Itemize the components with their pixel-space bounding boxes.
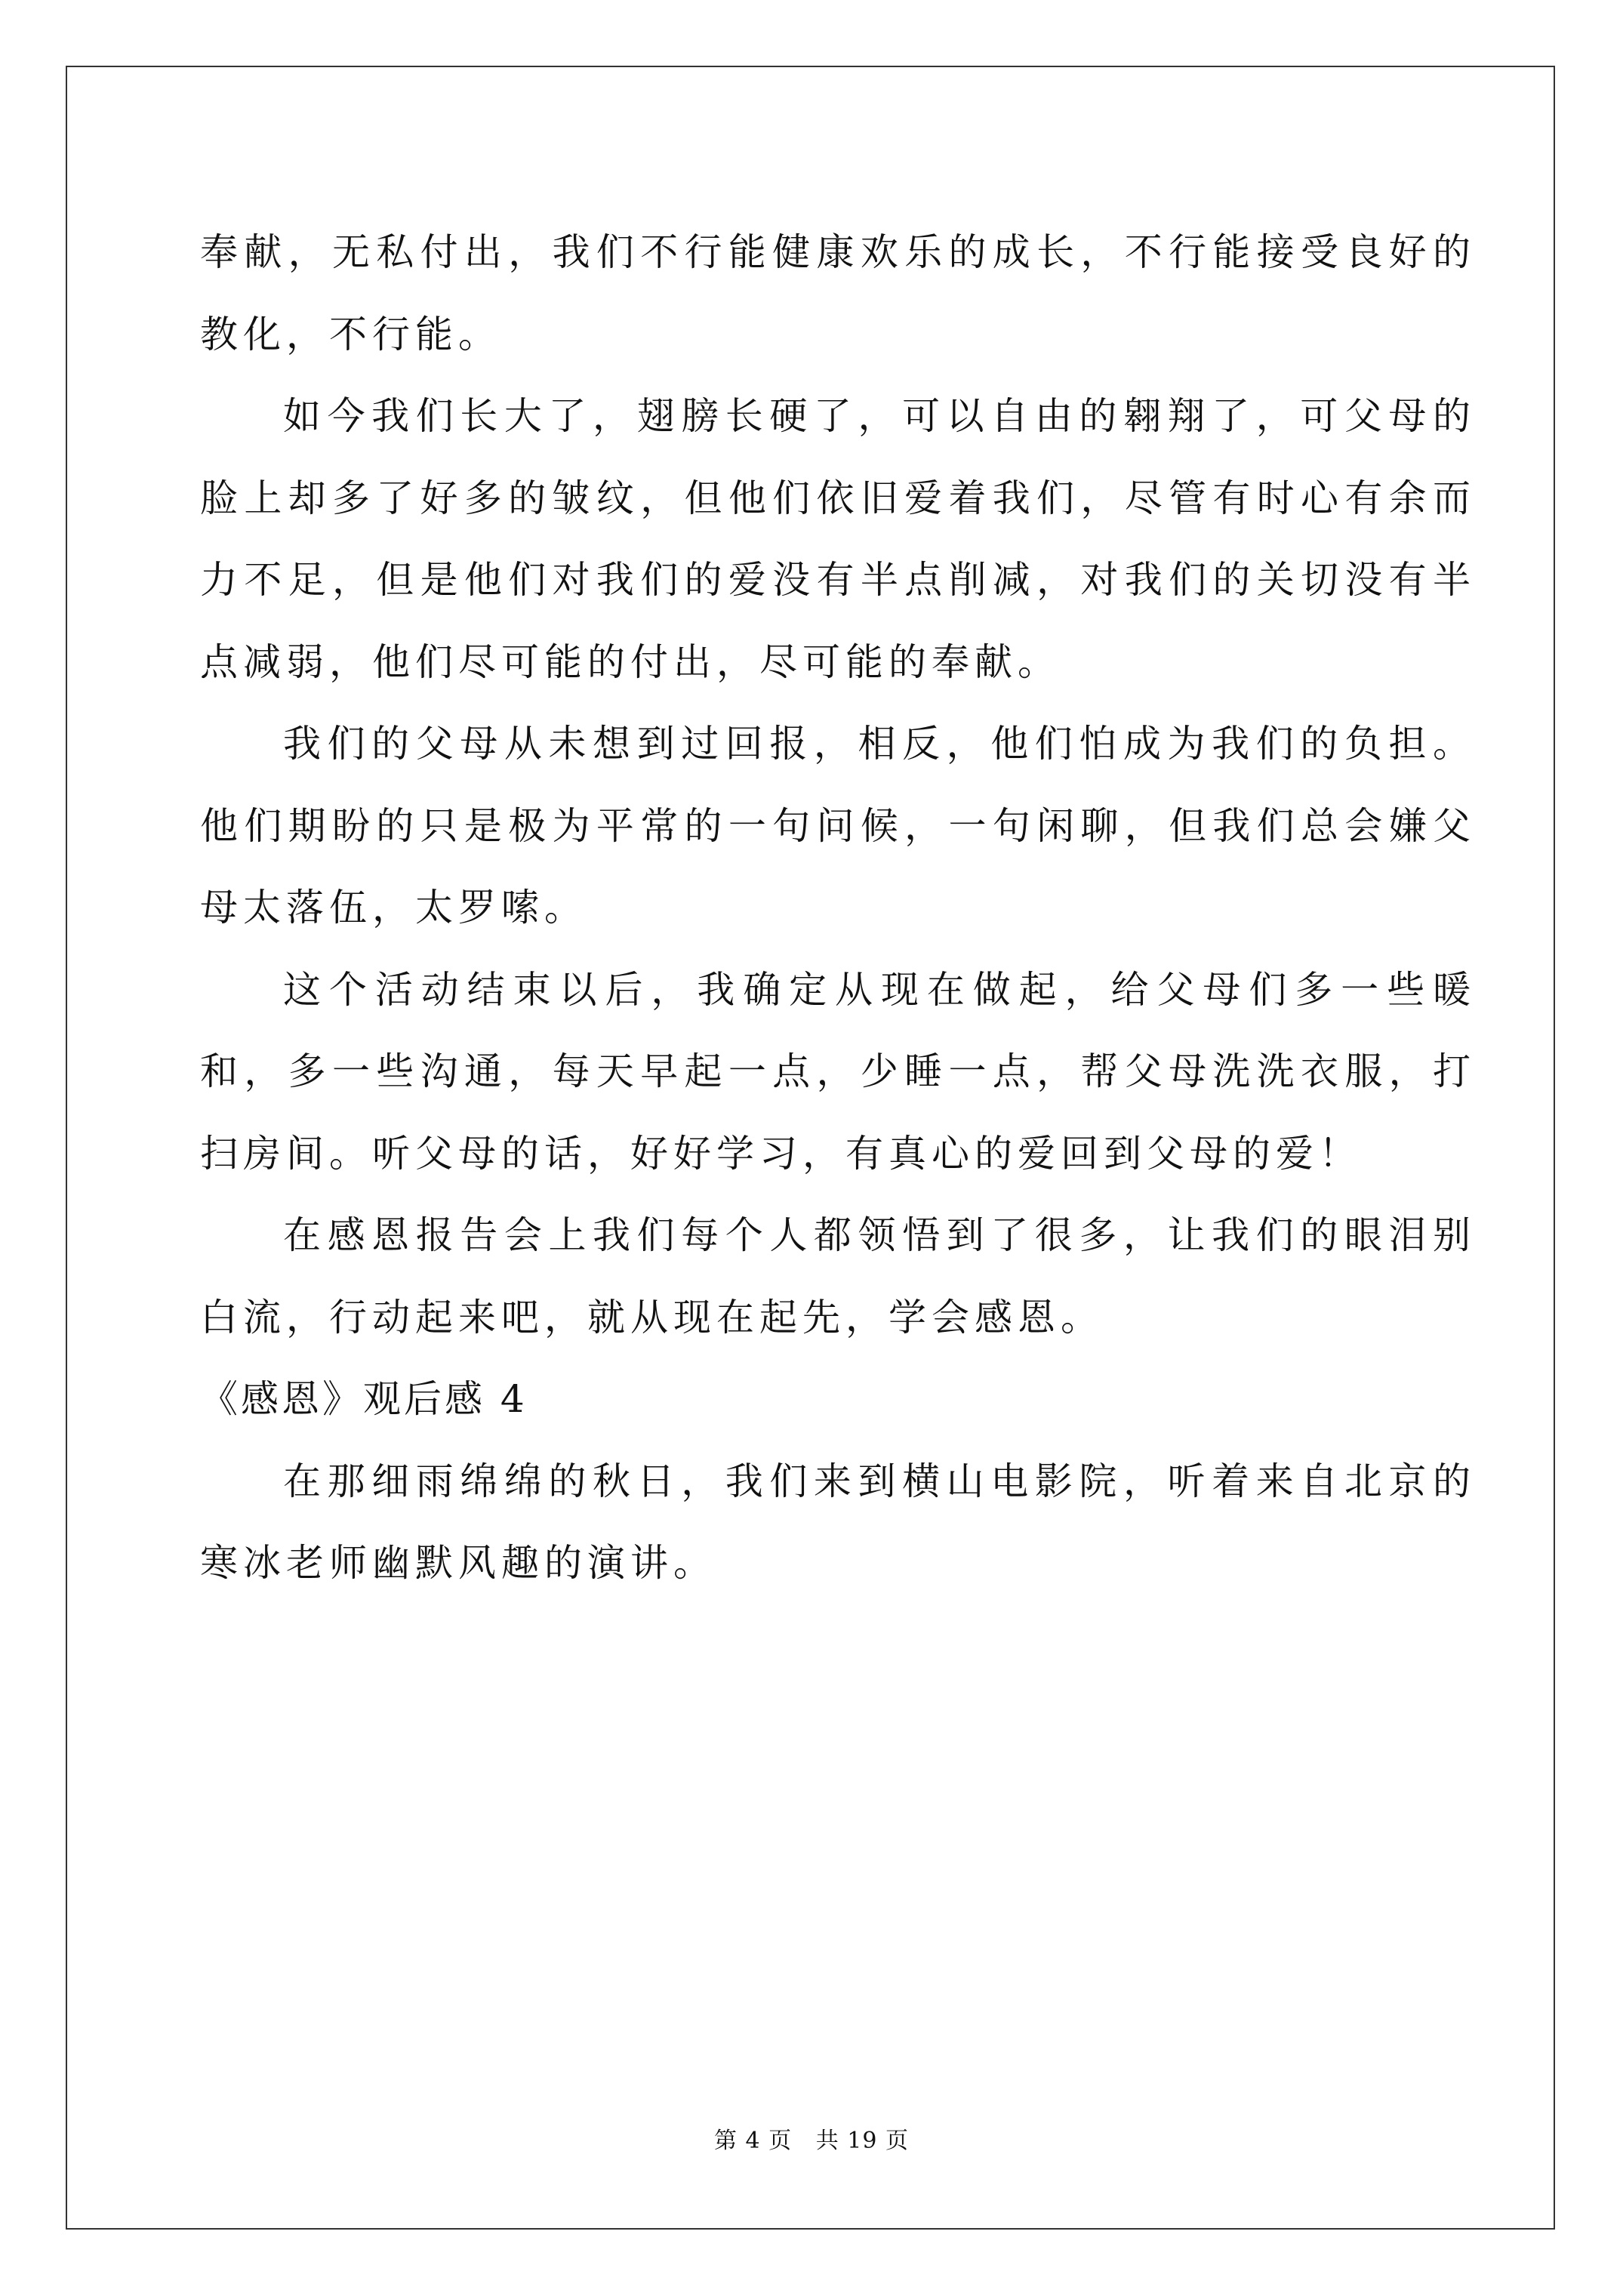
paragraph-1: 奉献，无私付出，我们不行能健康欢乐的成长，不行能接受良好的教化，不行能。 xyxy=(200,230,1476,356)
paragraph-3: 我们的父母从未想到过回报，相反，他们怕成为我们的负担。他们期盼的只是极为平常的一句问候，一句闲聊，但我们总会嫌父母太落伍，太罗嗦。 xyxy=(200,722,1476,929)
paragraph-5: 在感恩报告会上我们每个人都领悟到了很多，让我们的眼泪别白流，行动起来吧，就从现在起先，学会感恩。 xyxy=(200,1213,1476,1339)
page-footer xyxy=(0,2122,1623,2155)
paragraph-4: 这个活动结束以后，我确定从现在做起，给父母们多一些暖和，多一些沟通，每天早起一点，少睡一点，帮父母洗洗衣服，打扫房间。听父母的话，好好学习，有真心的爱回到父母的爱！ xyxy=(200,967,1476,1176)
document-body xyxy=(200,211,1476,1604)
page-number: 第 4 页 xyxy=(713,2128,793,2154)
section-paragraph-1: 在那细雨绵绵的秋日，我们来到横山电影院，听着来自北京的寒冰老师幽默风趣的演讲。 xyxy=(200,1459,1476,1585)
paragraph-2: 如今我们长大了，翅膀长硬了，可以自由的翱翔了，可父母的脸上却多了好多的皱纹，但他们依旧爱着我们，尽管有时心有余而力不足，但是他们对我们的爱没有半点削减，对我们的关切没有半点减弱，他们尽可能的付出，尽可能的奉献。 xyxy=(200,394,1476,684)
page-total: 共 19 页 xyxy=(815,2128,910,2154)
section-title: 《感恩》观后感 4 xyxy=(200,1377,528,1421)
